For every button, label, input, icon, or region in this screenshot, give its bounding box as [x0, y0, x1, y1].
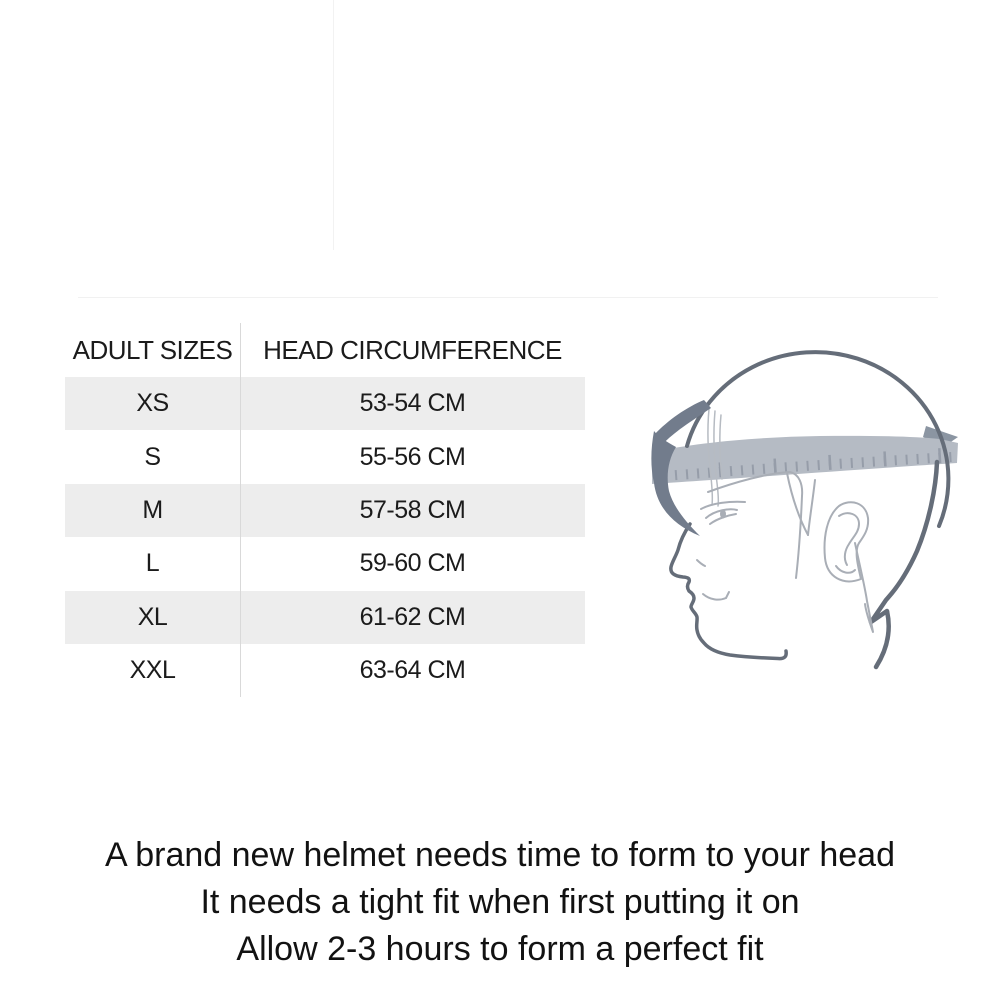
circumference-cell: 55-56 CM [359, 442, 466, 471]
circumference-cell: 61-62 CM [359, 602, 466, 631]
image-seam-horizontal [78, 297, 938, 298]
column-header-adult-sizes: ADULT SIZES [72, 334, 233, 365]
ear-lobe-icon [836, 566, 855, 573]
nostril-icon [697, 560, 705, 566]
head-measurement-illustration [640, 330, 970, 675]
smile-icon [703, 594, 726, 600]
tape-end-strap-icon [654, 400, 711, 444]
footer-line-3: Allow 2-3 hours to form a perfect fit [236, 930, 764, 968]
table-row-xs [65, 377, 585, 430]
smile-corner-icon [726, 592, 729, 598]
neck-hair-outline-icon [871, 462, 937, 667]
eye-iris-icon [720, 510, 726, 519]
table-row-s [65, 430, 585, 483]
hair-wisp-icon [808, 480, 815, 535]
table-row-xl [65, 591, 585, 644]
table-row-xxl [65, 644, 585, 697]
column-divider-line [240, 323, 242, 697]
image-seam-vertical [333, 0, 334, 250]
size-cell: M [142, 495, 163, 524]
circumference-cell: 57-58 CM [359, 495, 466, 524]
size-cell: L [145, 549, 160, 578]
table-header-row [65, 323, 585, 377]
footer-line-2: It needs a tight fit when first putting it on [200, 883, 800, 921]
column-header-head-circumference: HEAD CIRCUMFERENCE [263, 334, 562, 365]
eyebrow-icon [701, 502, 745, 509]
size-cell: XXL [129, 656, 176, 685]
footer-line-1: A brand new helmet needs time to form to your head [104, 836, 895, 874]
size-cell: S [144, 442, 161, 471]
size-cell: XL [137, 602, 168, 631]
table-row-m [65, 484, 585, 537]
footer-note [0, 832, 1000, 973]
circumference-cell: 63-64 CM [359, 656, 466, 685]
size-table [65, 323, 585, 697]
hairline-icon [708, 472, 802, 578]
size-cell: XS [136, 389, 169, 418]
circumference-cell: 53-54 CM [359, 389, 466, 418]
hair-wisp-icon [787, 473, 808, 535]
table-row-l [65, 537, 585, 590]
circumference-cell: 59-60 CM [359, 549, 466, 578]
